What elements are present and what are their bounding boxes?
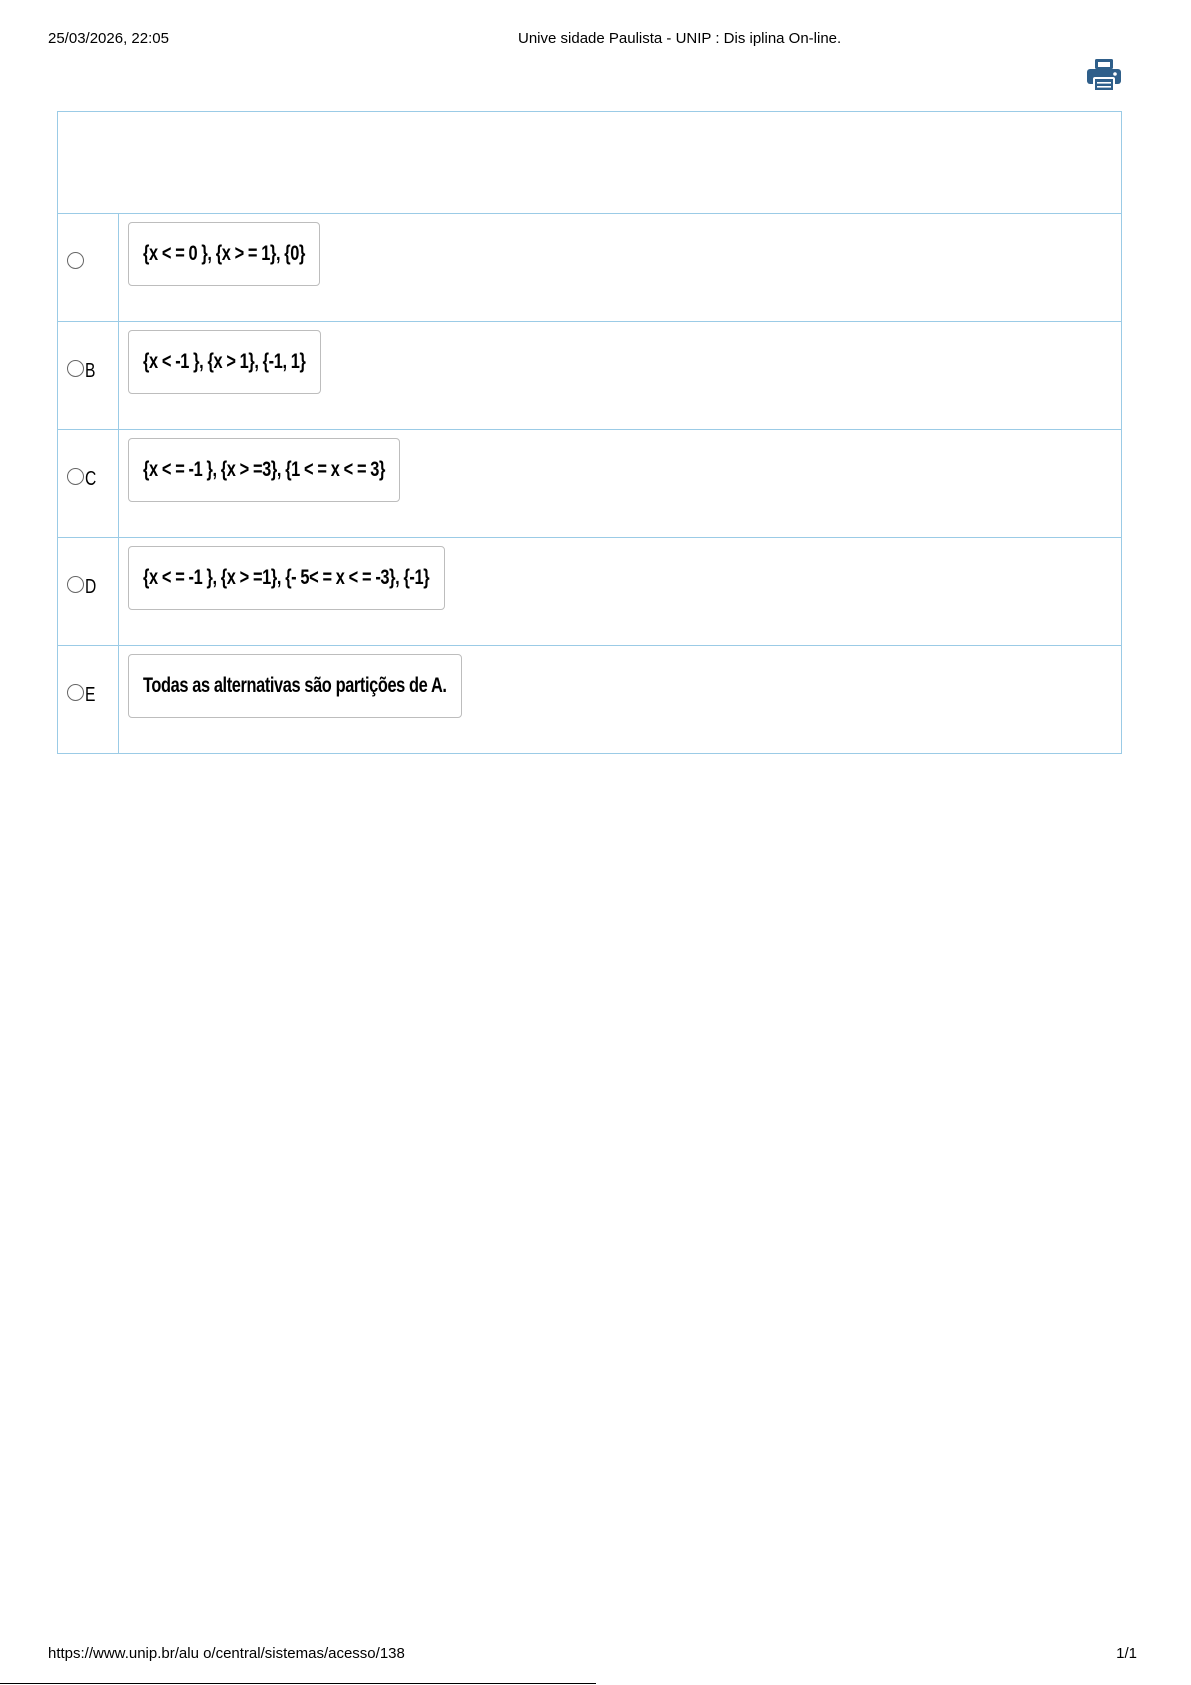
answer-text-box[interactable] [128,330,321,394]
radio-option-e[interactable] [67,684,98,706]
answer-text: {x < -1 }, {x > 1}, {-1, 1} [143,350,306,373]
answer-text-box[interactable] [128,438,400,502]
print-header [48,30,1143,50]
radio-circle-icon[interactable] [67,360,84,377]
radio-option-d[interactable] [67,576,99,598]
answer-option-e[interactable] [58,646,1122,754]
answer-text: {x < = -1 }, {x > =1}, {- 5< = x < = -3}, {-1} [143,566,430,589]
print-footer [48,1645,1143,1665]
radio-circle-icon[interactable] [67,576,84,593]
answer-option-a[interactable] [58,214,1122,322]
answer-text-box[interactable] [128,546,445,610]
option-letter: C [85,468,97,490]
radio-option-b[interactable] [67,360,98,382]
answer-text-box[interactable] [128,222,320,286]
page-number: 1/1 [1116,1645,1137,1662]
answer-option-d[interactable] [58,538,1122,646]
option-letter: E [85,684,96,706]
answer-text: {x < = 0 }, {x > = 1}, {0} [143,242,305,265]
answer-text: Todas as alternativas são partições de A. [143,674,447,697]
page-url: https://www.unip.br/alu o/central/sistemas/acesso/138 [48,1645,405,1662]
radio-option-c[interactable] [67,468,99,490]
radio-option-a[interactable] [67,252,85,269]
answer-text: {x < = -1 }, {x > =3}, {1 < = x < = 3} [143,458,385,481]
answer-option-b[interactable] [58,322,1122,430]
print-datetime: 25/03/2026, 22:05 [48,30,169,47]
option-letter: B [85,360,96,382]
radio-circle-icon[interactable] [67,252,84,269]
printer-icon[interactable] [1086,58,1122,92]
radio-circle-icon[interactable] [67,684,84,701]
answer-option-c[interactable] [58,430,1122,538]
radio-circle-icon[interactable] [67,468,84,485]
divider [0,1683,596,1684]
question-table [57,111,1122,754]
print-page-title: Unive sidade Paulista - UNIP : Dis iplina On-line. [518,30,842,47]
answer-text-box[interactable] [128,654,462,718]
option-letter: D [85,576,97,598]
question-stem [58,112,1122,214]
